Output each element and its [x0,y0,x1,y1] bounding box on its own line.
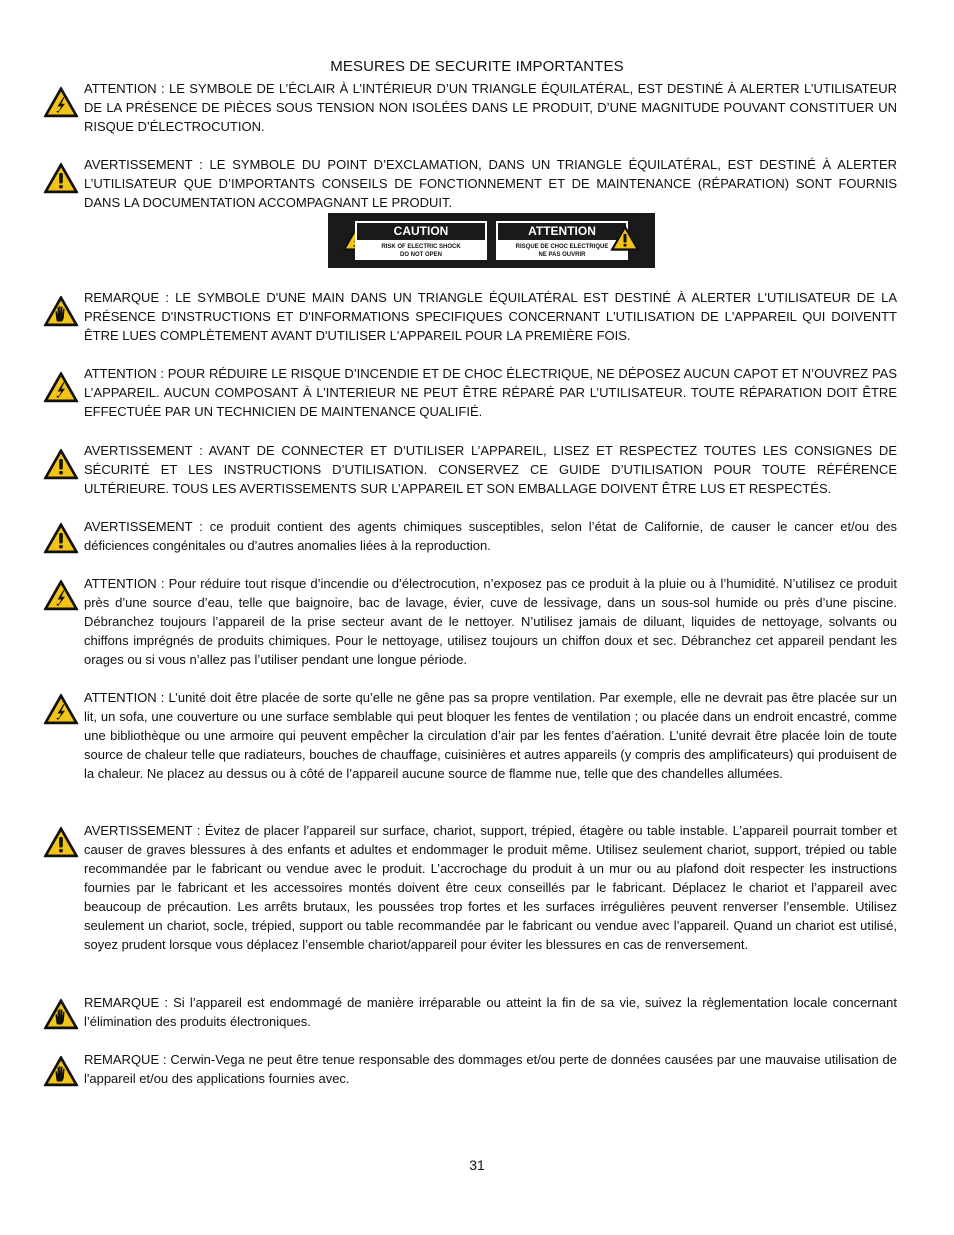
exclamation-warning-icon [43,162,79,194]
attention-sub-1: RISQUE DE CHOC ELECTRIQUE [515,244,609,250]
notice-california: AVERTISSEMENT : ce produit contient des agents chimiques susceptibles, selon l’état de Californie, de causer le cancer et/ou des déficiences congénitales ou d’autres anomalies liées à la reproduction. [84,519,897,553]
caution-box [355,221,487,260]
exclamation-warning-icon [43,522,79,554]
notice-hand-symbol: REMARQUE : LE SYMBOLE D'UNE MAIN DANS UN TRIANGLE ÉQUILATÉRAL EST DESTINÉ À ALERTER L'UTILISATEUR DE LA PRÉSENCE D'INSTRUCTIONS ET D'INFORMATIONS SPECIFIQUES CONCERNANT L'UTILISATION DE L'APPAREIL QUI DOIVENTT ÊTRE LUES COMPLÈTEMENT AVANT D'UTILISER L'APPAREIL POUR LA PREMIÈRE FOIS. [84,290,897,343]
attention-box [496,221,628,260]
caution-sub-2: DO NOT OPEN [399,252,442,258]
exclamation-warning-icon [43,448,79,480]
page-number: 31 [469,1157,485,1173]
notice-lightning-symbol: ATTENTION : LE SYMBOLE DE L’ÉCLAIR À L’INTÉRIEUR D’UN TRIANGLE ÉQUILATÉRAL, EST DESTINÉ À ALERTER L’UTILISATEUR DE LA PRÉSENCE DE PIÈCES SOUS TENSION NON ISOLÉES DANS LE PRODUIT, D’UNE MAGNITUDE POUVANT CONSTITUER UN RISQUE D’ÉLECTROCUTION. [84,81,897,134]
notice-exclamation-symbol: AVERTISSEMENT : LE SYMBOLE DU POINT D’EXCLAMATION, DANS UN TRIANGLE ÉQUILATÉRAL, EST DESTINÉ À ALERTER L’UTILISATEUR QUE D’IMPORTANTS CONSEILS DE FONCTIONNEMENT ET DE MAINTENANCE (RÉPARATION) SONT FOURNIS DANS LA DOCUMENTATION ACCOMPAGNANT LE PRODUIT. [84,157,897,210]
caution-sub-1: RISK OF ELECTRIC SHOCK [381,244,461,250]
lightning-warning-icon [43,579,79,611]
hand-warning-icon [43,998,79,1030]
lightning-warning-icon [43,693,79,725]
notice-read-instructions: AVERTISSEMENT : AVANT DE CONNECTER ET D’UTILISER L’APPAREIL, LISEZ ET RESPECTEZ TOUTES LES CONSIGNES DE SÉCURITÉ ET LES INSTRUCTIONS D’UTILISATION. CONSERVEZ CE GUIDE D’UTILISATION POUR TOUTE RÉFÉRENCE ULTÉRIEURE. TOUS LES AVERTISSEMENTS SUR L’APPAREIL ET SON EMBALLAGE DOIVENT ÊTRE LUS ET RESPECTÉS. [84,443,897,496]
page-title: MESURES DE SECURITE IMPORTANTES [330,58,624,75]
notice-do-not-open: ATTENTION : POUR RÉDUIRE LE RISQUE D’INCENDIE ET DE CHOC ÉLECTRIQUE, NE DÉPOSEZ AUCUN CAPOT ET N’OUVREZ PAS L’APPAREIL. AUCUN COMPOSANT À L’INTERIEUR NE PEUT ÊTRE RÉPARÉ PAR L’UTILISATEUR. TOUTE RÉPARATION DOIT ÊTRE EFFECTUÉE PAR UN TECHNICIEN DE MAINTENANCE QUALIFIÉ. [84,366,897,419]
notice-moisture: ATTENTION : Pour réduire tout risque d’incendie ou d’électrocution, n’exposez pas ce produit à la pluie ou à l’humidité. N’utilisez ce produit près d’une source d’eau, telle que baignoire, bac de lavage, évier, cuve de lessivage, dans un sous-sol humide ou près d’une piscine. Débranchez toujours l’appareil de la prise secteur avant de le nettoyer. N’utilisez jamais de diluant, liquides de nettoyage, solvants ou chiffons imprégnés de produits chimiques. Pour le nettoyage, utilisez toujours un chiffon doux et sec. Débranchez cet appareil pendant les orages ou si vous n’allez pas l’utiliser pendant une longue période. [84,576,897,667]
attention-sub-2: NE PAS OUVRIR [538,252,586,258]
notice-ventilation: ATTENTION : L’unité doit être placée de sorte qu’elle ne gêne pas sa propre ventilation. Par exemple, elle ne devrait pas être placée sur un lit, un sofa, une couverture ou une surface semblable qui peut bloquer les fentes de ventilation ; ou placée dans un endroit encastré, comme une bibliothèque ou une armoire qui peuvent empêcher la circulation d’air par les fentes d’aération. L’unité devrait être placée loin de toute source de chaleur telle que radiateurs, bouches de chauffage, cuisinières et autres appareils (y compris des amplificateurs) qui produisent de la chaleur. Ne placez au dessus ou à côté de l’appareil aucune source de flamme nue, telle que des chandelles allumées. [84,690,897,781]
hand-warning-icon [43,295,79,327]
caution-label-banner [328,213,655,268]
notice-unstable-surface: AVERTISSEMENT : Évitez de placer l’appareil sur surface, chariot, support, trépied, étagère ou table instable. L’appareil pourrait tomber et causer de graves blessures à des enfants et adultes et endommager le produit même. Utilisez seulement chariot, support, trépied ou table recommandée par le fabricant ou vendue avec le produit. L’accrochage du produit à un mur ou au plafond doit respecter les instructions fournies par le fabricant et les accessoires montés doivent être ceux conseillés par le fabricant. Déplacez le chariot et l’appareil avec beaucoup de précaution. Les arrêts brutaux, les poussées trop fortes et les surfaces irrégulières peuvent renverser l’ensemble. Utilisez seulement un chariot, socle, trépied, support ou table recommandée par le fabricant ou vendue avec l’appareil. Quand un chariot est utilisé, soyez prudent lorsque vous déplacez l’ensemble chariot/appareil pour éviter les blessures en cas de renversement. [84,823,897,952]
lightning-warning-icon [43,86,79,118]
exclamation-warning-icon [610,224,640,252]
notice-disposal: REMARQUE : Si l’appareil est endommagé de manière irréparable ou atteint la fin de sa vie, suivez la règlementation locale concernant l’élimination des produits électroniques. [84,995,897,1029]
hand-warning-icon [43,1055,79,1087]
exclamation-warning-icon [43,826,79,858]
notice-liability: REMARQUE : Cerwin-Vega ne peut être tenue responsable des dommages et/ou perte de données causées par une mauvaise utilisation de l'appareil et/ou des applications fournies avec. [84,1052,897,1086]
lightning-warning-icon [43,371,79,403]
caution-title: CAUTION [357,223,485,240]
attention-title: ATTENTION [498,223,626,240]
